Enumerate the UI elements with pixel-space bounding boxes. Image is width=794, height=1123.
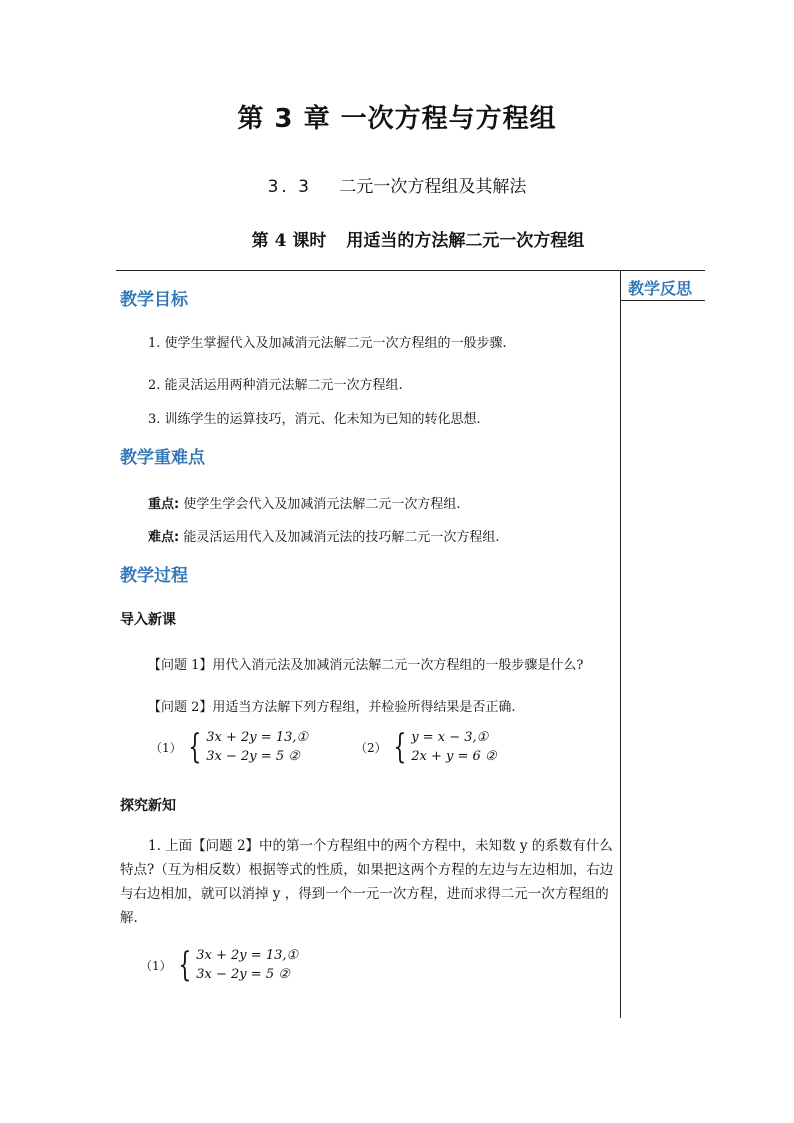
equation-2: 3x − 2y = 5 ② (196, 967, 290, 982)
section-heading (0, 172, 794, 197)
equation-2: 2x + y = 6 ② (411, 749, 497, 764)
explore-paragraph: 1. 上面【问题 2】中的第一个方程组中的两个方程中，未知数 y 的系数有什么特点?（互为相反数）根据等式的性质，如果把这两个方程的左边与左边相加，右边与右边相加，就可以消掉 y ，得到一个一元一次方程，进而求得二元一次方程组的解. (120, 838, 614, 926)
sidebar-border-top (620, 270, 705, 271)
equation-system-1 (150, 728, 308, 766)
section-number: 3. 3 (267, 177, 313, 197)
table-border-top (116, 270, 620, 271)
process-heading: 教学过程 (120, 566, 188, 586)
lesson-title: 用适当的方法解二元一次方程组 (346, 231, 585, 251)
system-label: （1） (150, 740, 182, 755)
sidebar-header-divider (620, 300, 705, 301)
explore-heading: 探究新知 (120, 798, 176, 814)
equation-1: 3x + 2y = 13,① (206, 730, 309, 745)
equation-2: 3x − 2y = 5 ② (206, 749, 300, 764)
chapter-title: 第 3 章 一次方程与方程组 (237, 104, 557, 134)
focus-line (148, 493, 460, 512)
objective-item: 3. 训练学生的运算技巧，消元、化未知为已知的转化思想. (148, 412, 481, 427)
difficulty-text: 能灵活运用代入及加减消元法的技巧解二元一次方程组. (179, 530, 500, 545)
objective-item: 2. 能灵活运用两种消元法解二元一次方程组. (148, 378, 403, 393)
reflection-heading: 教学反思 (628, 279, 693, 298)
intro-heading: 导入新课 (120, 612, 176, 628)
key-points-heading: 教学重难点 (120, 448, 205, 468)
system-label: （1） (140, 958, 172, 973)
equation-1: 3x + 2y = 13,① (196, 948, 299, 963)
lesson-number: 第 4 课时 (251, 231, 327, 251)
table-column-divider (620, 270, 621, 1018)
objectives-heading: 教学目标 (120, 290, 188, 310)
difficulty-label: 难点: (148, 530, 180, 545)
focus-label: 重点: (148, 497, 180, 512)
section-title: 二元一次方程组及其解法 (339, 177, 527, 197)
lesson-heading (0, 226, 794, 251)
question-2: 【问题 2】用适当方法解下列方程组，并检验所得结果是否正确. (148, 700, 516, 715)
brace-icon: { (187, 727, 201, 767)
difficulty-line (148, 526, 499, 545)
system-label: （2） (355, 740, 387, 755)
focus-text: 使学生学会代入及加减消元法解二元一次方程组. (179, 497, 461, 512)
equation-system-2 (355, 728, 497, 766)
equation-1: y = x − 3,① (411, 730, 489, 745)
brace-icon: { (392, 727, 406, 767)
equation-system-3 (140, 946, 298, 984)
brace-icon: { (177, 945, 191, 985)
objective-item: 1. 使学生掌握代入及加减消元法解二元一次方程组的一般步骤. (148, 336, 507, 351)
question-1: 【问题 1】用代入消元法及加减消元法解二元一次方程组的一般步骤是什么? (148, 658, 584, 673)
